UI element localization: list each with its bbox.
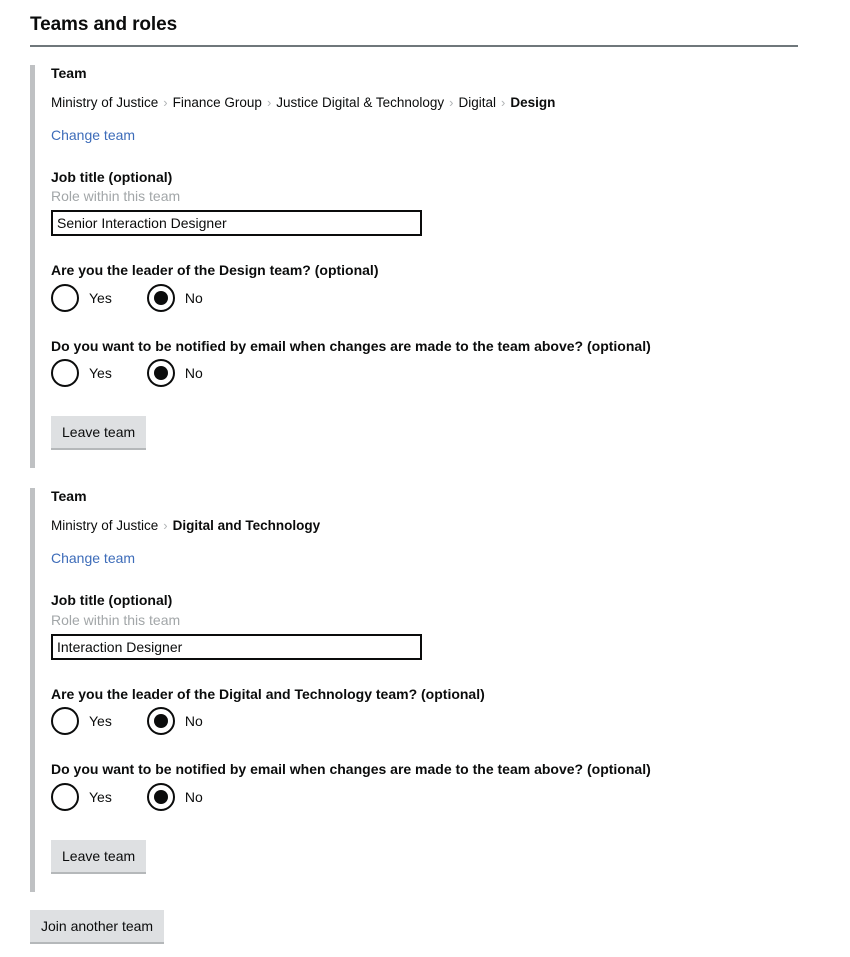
radio-label: No [184,289,203,306]
radio-circle-selected-icon[interactable] [147,707,175,735]
breadcrumb-item-current: Digital and Technology [172,518,321,534]
team-breadcrumb-1 [51,93,556,113]
page-title: Teams and roles [30,14,178,35]
radio-label: Yes [89,788,112,805]
leader-question-label-1: Are you the leader of the Design team? (optional) [51,262,379,279]
radio-label: Yes [89,289,112,306]
chevron-right-icon: › [449,94,454,110]
radio-circle-selected-icon[interactable] [147,284,175,312]
job-title-group-2 [51,592,850,660]
leader-radio-yes-1[interactable] [51,284,112,312]
notify-question-label-2: Do you want to be notified by email when changes are made to the team above? (optional) [51,761,651,778]
change-team-link-1[interactable]: Change team [51,126,136,143]
notify-question-label-1: Do you want to be notified by email when changes are made to the team above? (optional) [51,337,651,354]
leave-team-button-2[interactable]: Leave team [51,840,146,874]
job-title-group-1 [51,169,850,237]
breadcrumb-item-current: Design [510,94,556,110]
radio-circle-selected-icon[interactable] [147,359,175,387]
leader-radio-yes-2[interactable] [51,707,112,735]
breadcrumb-item[interactable]: Finance Group [172,94,262,110]
notify-radio-no-2[interactable] [147,783,203,811]
notify-radio-group-2 [51,783,850,811]
leader-question-group-1 [51,262,850,312]
radio-label: No [184,365,203,382]
team-breadcrumb-2 [51,516,850,536]
leader-question-group-2 [51,686,850,736]
notify-radio-group-1 [51,359,850,387]
title-divider [30,45,798,47]
join-team-wrap [30,910,850,944]
notify-radio-yes-2[interactable] [51,783,112,811]
chevron-right-icon: › [163,94,168,110]
job-title-hint-1: Role within this team [51,188,181,205]
radio-circle-icon[interactable] [51,359,79,387]
breadcrumb-item[interactable]: Justice Digital & Technology [276,94,445,110]
breadcrumb-item[interactable]: Ministry of Justice [51,518,159,534]
chevron-right-icon: › [266,94,272,110]
leave-team-button-1[interactable]: Leave team [51,416,146,450]
notify-radio-no-1[interactable] [147,359,203,387]
leader-radio-no-1[interactable] [147,284,203,312]
radio-label: Yes [89,365,112,382]
radio-circle-selected-icon[interactable] [147,783,175,811]
radio-label: No [184,788,203,805]
radio-circle-icon[interactable] [51,707,79,735]
job-title-label-2: Job title (optional) [51,592,173,609]
radio-label: Yes [89,713,112,730]
change-team-link-2[interactable]: Change team [51,550,136,567]
teams-list [0,65,850,892]
team-heading-1: Team [51,64,87,81]
team-section-2 [30,488,850,891]
leader-question-label-2: Are you the leader of the Digital and Technology team? (optional) [51,685,485,702]
job-title-label-1: Job title (optional) [51,168,173,185]
notify-question-group-2 [51,761,850,811]
team-section-1 [30,65,850,468]
leader-radio-group-1 [51,284,850,312]
notify-radio-yes-1[interactable] [51,359,112,387]
job-title-hint-2: Role within this team [51,611,181,628]
job-title-input-1[interactable] [51,210,422,236]
chevron-right-icon: › [163,518,168,534]
leader-radio-group-2 [51,707,850,735]
leader-radio-no-2[interactable] [147,707,203,735]
breadcrumb-item[interactable]: Ministry of Justice [51,94,159,110]
notify-question-group-1 [51,338,850,388]
radio-label: No [184,713,203,730]
team-heading-2: Team [51,488,87,505]
chevron-right-icon: › [500,94,506,110]
leave-team-wrap-2 [51,840,850,874]
radio-circle-icon[interactable] [51,284,79,312]
join-another-team-button[interactable]: Join another team [30,910,164,944]
breadcrumb-item[interactable]: Digital [458,94,496,110]
leave-team-wrap-1 [51,416,850,450]
job-title-input-2[interactable] [51,634,422,660]
radio-circle-icon[interactable] [51,783,79,811]
